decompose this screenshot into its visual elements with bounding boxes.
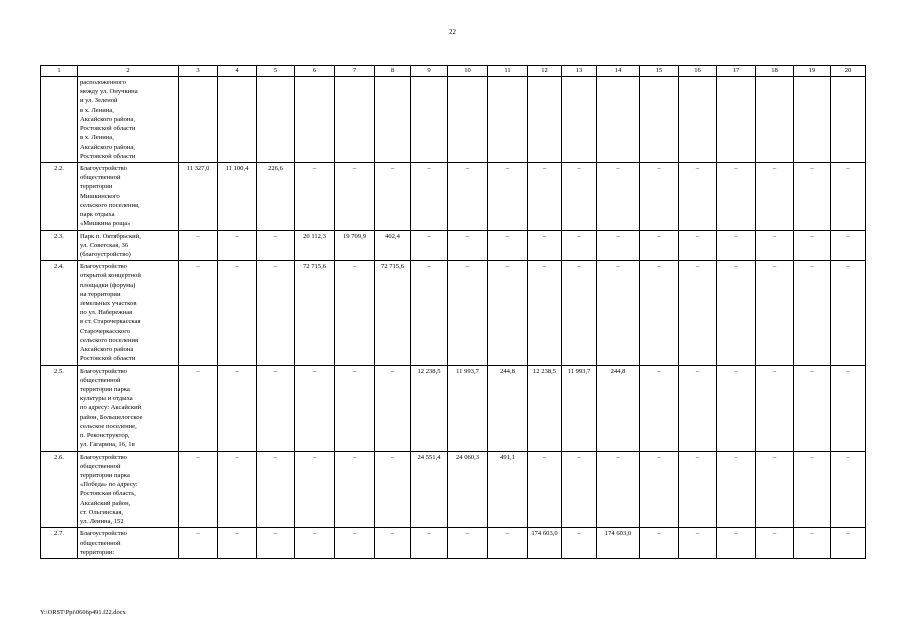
file-path-footer: Y:\ORST\Ppi\0606p491.f22.docx: [40, 609, 126, 616]
table-cell: 12 238,5: [528, 365, 562, 451]
table-cell: [375, 77, 411, 163]
table-cell: –: [756, 528, 794, 559]
column-header: 16: [679, 66, 717, 77]
table-cell: –: [448, 162, 488, 230]
table-cell: 19 709,9: [335, 230, 375, 261]
table-cell: –: [597, 261, 640, 365]
table-cell: [528, 77, 562, 163]
table-cell: –: [679, 528, 717, 559]
table-body: [41, 77, 866, 559]
table-cell: –: [295, 451, 335, 528]
table-row: [41, 230, 866, 261]
table-cell: –: [411, 528, 448, 559]
table-cell: 11 993,7: [562, 365, 597, 451]
table-cell: –: [257, 230, 295, 261]
table-cell: –: [375, 451, 411, 528]
table-cell: –: [756, 162, 794, 230]
table-cell: –: [794, 261, 831, 365]
table-cell: –: [448, 528, 488, 559]
column-header: 4: [218, 66, 257, 77]
table-cell: [562, 77, 597, 163]
column-header: 3: [179, 66, 218, 77]
table-cell: [640, 77, 679, 163]
table-cell: –: [562, 162, 597, 230]
table-cell: [335, 77, 375, 163]
table-cell: –: [679, 230, 717, 261]
table-cell: –: [756, 230, 794, 261]
row-code: 2.5.: [41, 365, 78, 451]
table-cell: –: [831, 230, 866, 261]
table-cell: –: [488, 261, 528, 365]
row-code: 2.4.: [41, 261, 78, 365]
table-cell: 174 603,0: [597, 528, 640, 559]
table-row: [41, 261, 866, 365]
table-cell: –: [756, 365, 794, 451]
table-cell: –: [717, 528, 756, 559]
table-cell: –: [257, 261, 295, 365]
table-cell: –: [597, 230, 640, 261]
table-cell: –: [640, 528, 679, 559]
table-row: [41, 451, 866, 528]
column-header: 17: [717, 66, 756, 77]
table-cell: –: [335, 162, 375, 230]
table-cell: –: [218, 451, 257, 528]
table-cell: –: [488, 162, 528, 230]
table-cell: –: [640, 451, 679, 528]
table-cell: –: [756, 451, 794, 528]
table-cell: 72 715,6: [295, 261, 335, 365]
table-cell: –: [597, 451, 640, 528]
budget-table: [40, 65, 866, 559]
table-cell: –: [528, 230, 562, 261]
column-header: 19: [794, 66, 831, 77]
table-cell: –: [335, 451, 375, 528]
table-cell: –: [528, 451, 562, 528]
table-cell: –: [218, 365, 257, 451]
table-cell: –: [679, 451, 717, 528]
table-cell: –: [375, 528, 411, 559]
table-cell: –: [257, 365, 295, 451]
table-cell: 491,1: [488, 451, 528, 528]
table-cell: [257, 77, 295, 163]
row-description: Благоустройство общественной территории парка «Победа» по адресу: Ростовская область, Аксайский район, ст. Ольгинская, ул. Ленина, 152: [78, 451, 179, 528]
table-cell: –: [528, 162, 562, 230]
table-cell: –: [411, 230, 448, 261]
row-code: 2.7.: [41, 528, 78, 559]
table-cell: –: [488, 528, 528, 559]
table-cell: –: [411, 261, 448, 365]
table-cell: –: [335, 365, 375, 451]
table-cell: 244,8: [488, 365, 528, 451]
column-header: 1: [41, 66, 78, 77]
table-cell: –: [794, 528, 831, 559]
table-cell: [488, 77, 528, 163]
table-cell: –: [831, 528, 866, 559]
table-cell: –: [257, 528, 295, 559]
table-cell: 12 238,5: [411, 365, 448, 451]
table-cell: –: [528, 261, 562, 365]
table-cell: [717, 77, 756, 163]
table-cell: –: [831, 261, 866, 365]
column-header: 13: [562, 66, 597, 77]
table-cell: –: [562, 451, 597, 528]
row-description: расположенного между ул. Онучкина и ул. Зеленой в х. Ленина, Аксайского района, Ростовской области в х. Ленина, Аксайского района, Ростовской области: [78, 77, 179, 163]
table-cell: –: [448, 230, 488, 261]
table-row: [41, 528, 866, 559]
column-header: 5: [257, 66, 295, 77]
table-cell: –: [335, 261, 375, 365]
table-cell: –: [831, 451, 866, 528]
table-cell: [411, 77, 448, 163]
table-cell: –: [179, 261, 218, 365]
column-header: 15: [640, 66, 679, 77]
table-cell: –: [179, 528, 218, 559]
table-cell: [179, 77, 218, 163]
column-header: 8: [375, 66, 411, 77]
table-cell: –: [640, 230, 679, 261]
table-cell: –: [717, 261, 756, 365]
table-cell: –: [448, 261, 488, 365]
row-description: Благоустройство общественной территории:: [78, 528, 179, 559]
table-cell: –: [218, 528, 257, 559]
table-cell: –: [831, 365, 866, 451]
table-cell: –: [717, 230, 756, 261]
table-header-row: [41, 66, 866, 77]
table-cell: –: [640, 261, 679, 365]
table-cell: –: [597, 162, 640, 230]
table-cell: –: [218, 230, 257, 261]
row-code: 2.6.: [41, 451, 78, 528]
table-row: [41, 365, 866, 451]
table-cell: [679, 77, 717, 163]
table-cell: –: [335, 528, 375, 559]
column-header: 2: [78, 66, 179, 77]
column-header: 14: [597, 66, 640, 77]
table-cell: 24 060,3: [448, 451, 488, 528]
table-row: [41, 77, 866, 163]
table-cell: –: [218, 261, 257, 365]
column-header: 6: [295, 66, 335, 77]
table-cell: –: [375, 162, 411, 230]
table-cell: –: [562, 528, 597, 559]
table-cell: [218, 77, 257, 163]
table-cell: 244,8: [597, 365, 640, 451]
page-number: 22: [449, 28, 456, 36]
row-code: 2.3.: [41, 230, 78, 261]
table-cell: –: [679, 261, 717, 365]
table-cell: –: [717, 451, 756, 528]
table-cell: –: [562, 230, 597, 261]
table-cell: –: [179, 451, 218, 528]
table-cell: 402,4: [375, 230, 411, 261]
column-header: 7: [335, 66, 375, 77]
row-description: Благоустройство общественной территории Мишкинского сельского поселения, парк отдыха «Мишкина роща»: [78, 162, 179, 230]
table-cell: 174 603,0: [528, 528, 562, 559]
row-description: Благоустройство общественной территории парка культуры и отдыха по адресу: Аксайский район, Большелогское сельское поселение, п. Реконструктор, ул. Гагарина, 16, 1в: [78, 365, 179, 451]
table-cell: 11 327,0: [179, 162, 218, 230]
table-row: [41, 162, 866, 230]
table-cell: 11 993,7: [448, 365, 488, 451]
table-cell: –: [640, 162, 679, 230]
table-cell: 72 715,6: [375, 261, 411, 365]
table-cell: –: [640, 365, 679, 451]
table-cell: –: [794, 451, 831, 528]
table-cell: [597, 77, 640, 163]
table-cell: [831, 77, 866, 163]
table-cell: –: [794, 365, 831, 451]
table-cell: –: [679, 365, 717, 451]
table-cell: –: [295, 162, 335, 230]
column-header: 12: [528, 66, 562, 77]
table-cell: [794, 77, 831, 163]
row-description: Благоустройство открытой концертной площадки (форума) на территории земельных участков по ул. Набережная в ст. Старочеркасская Старочеркасского сельского поселения Аксайского района Ростовской области: [78, 261, 179, 365]
table-cell: 11 100,4: [218, 162, 257, 230]
table-cell: –: [295, 365, 335, 451]
table-cell: –: [562, 261, 597, 365]
table-cell: –: [488, 230, 528, 261]
table-cell: –: [717, 162, 756, 230]
column-header: 10: [448, 66, 488, 77]
table-cell: 20 112,3: [295, 230, 335, 261]
table-cell: –: [375, 365, 411, 451]
table-cell: –: [717, 365, 756, 451]
row-code: 2.2.: [41, 162, 78, 230]
table-cell: –: [295, 528, 335, 559]
table-cell: –: [179, 230, 218, 261]
table-cell: –: [756, 261, 794, 365]
table-cell: 24 551,4: [411, 451, 448, 528]
table-cell: [295, 77, 335, 163]
table-cell: 226,6: [257, 162, 295, 230]
table-cell: –: [794, 162, 831, 230]
row-description: Парк п. Октябрьский, ул. Советская, 36 (благоустройство): [78, 230, 179, 261]
column-header: 9: [411, 66, 448, 77]
table-cell: –: [411, 162, 448, 230]
table-cell: [448, 77, 488, 163]
column-header: 18: [756, 66, 794, 77]
table-cell: –: [179, 365, 218, 451]
table-cell: [756, 77, 794, 163]
row-code: [41, 77, 78, 163]
table-cell: –: [831, 162, 866, 230]
column-header: 11: [488, 66, 528, 77]
table-cell: –: [794, 230, 831, 261]
table-cell: –: [257, 451, 295, 528]
column-header: 20: [831, 66, 866, 77]
table-cell: –: [679, 162, 717, 230]
